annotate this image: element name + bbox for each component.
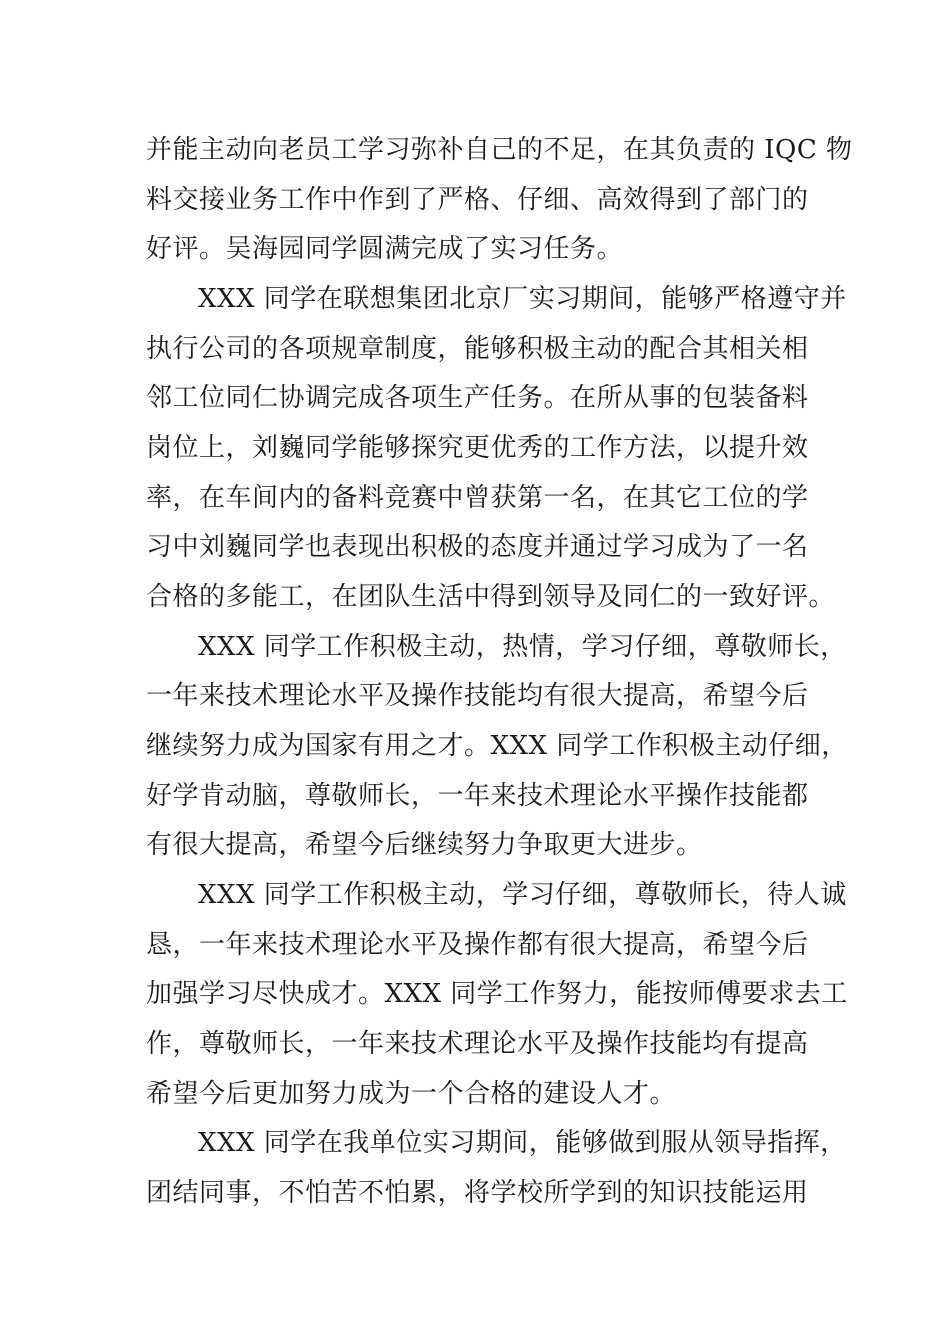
text-line: 合格的多能工，在团队生活中得到领导及同仁的一致好评。 [146, 582, 836, 612]
text-line: 执行公司的各项规章制度，能够积极主动的配合其相关相 [146, 334, 809, 364]
text-line: 希望今后更加努力成为一个合格的建设人才。 [146, 1079, 677, 1109]
text-line: 邻工位同仁协调完成各项生产任务。在所从事的包装备料 [146, 383, 809, 413]
text-line: 好评。吴海园同学圆满完成了实习任务。 [146, 234, 624, 264]
paragraph-start-line: XXX 同学工作积极主动，学习仔细，尊敬师长，待人诚 [198, 880, 847, 910]
text-line: 一年来技术理论水平及操作技能均有很大提高，希望今后 [146, 681, 809, 711]
text-line: 岗位上，刘巍同学能够探究更优秀的工作方法，以提升效 [146, 433, 809, 463]
text-line: 习中刘巍同学也表现出积极的态度并通过学习成为了一名 [146, 532, 809, 562]
paragraph-start-line: XXX 同学在我单位实习期间，能够做到服从领导指挥， [198, 1128, 847, 1158]
text-line: 继续努力成为国家有用之才。XXX 同学工作积极主动仔细， [146, 731, 848, 761]
text-line: 团结同事，不怕苦不怕累，将学校所学到的知识技能运用 [146, 1178, 809, 1208]
text-line: 并能主动向老员工学习弥补自己的不足，在其负责的 IQC 物 [146, 135, 853, 165]
text-line: 加强学习尽快成才。XXX 同学工作努力，能按师傅要求去工 [146, 979, 848, 1009]
text-line: 率，在车间内的备料竞赛中曾获第一名，在其它工位的学 [146, 483, 809, 513]
text-line: 好学肯动脑，尊敬师长，一年来技术理论水平操作技能都 [146, 781, 809, 811]
paragraph-start-line: XXX 同学在联想集团北京厂实习期间，能够严格遵守并 [198, 284, 847, 314]
paragraph-start-line: XXX 同学工作积极主动，热情，学习仔细，尊敬师长， [198, 632, 847, 662]
text-line: 有很大提高，希望今后继续努力争取更大进步。 [146, 830, 703, 860]
text-line: 作，尊敬师长，一年来技术理论水平及操作技能均有提高 [146, 1029, 809, 1059]
text-line: 恳，一年来技术理论水平及操作都有很大提高，希望今后 [146, 930, 809, 960]
text-line: 料交接业务工作中作到了严格、仔细、高效得到了部门的 [146, 185, 809, 215]
